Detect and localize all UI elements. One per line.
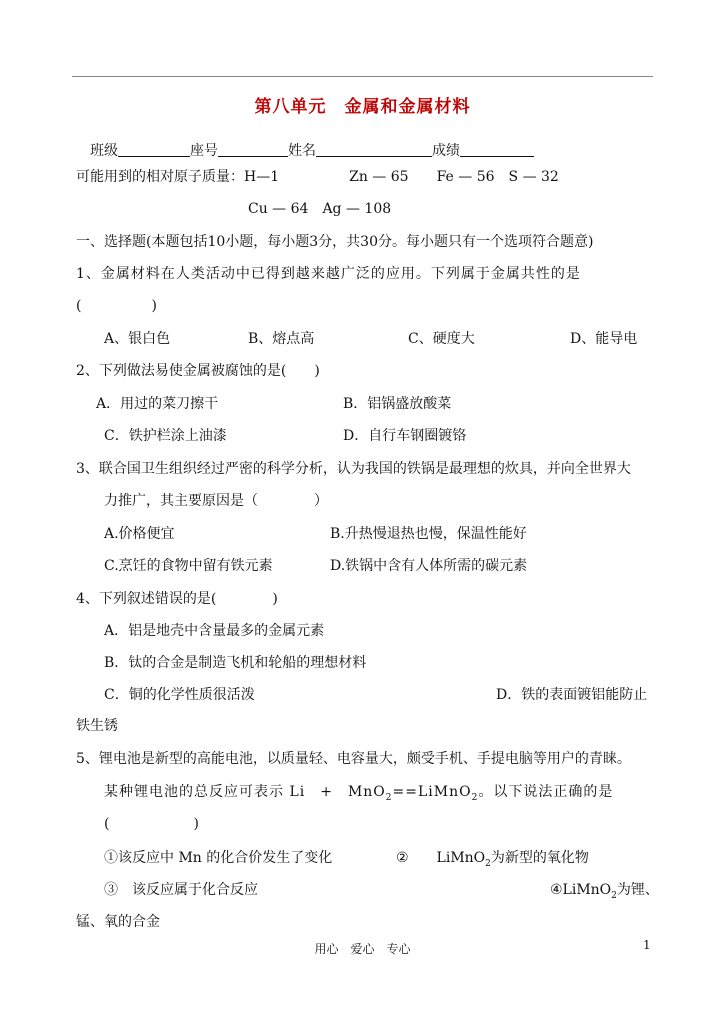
q5-option-1: ①该反应中 Mn 的化合价发生了变化 [104, 850, 333, 866]
q2-option-b: B．铝锅盛放酸菜 [343, 396, 452, 412]
q5-option-4-cont: 锰、氧的合金 [76, 914, 160, 930]
q5-subscript: 2 [611, 890, 617, 901]
q5-reaction-text: 某种锂电池的总反应可表示 Li + MnO [104, 784, 386, 800]
q3-option-d: D.铁锅中含有人体所需的碳元素 [330, 558, 528, 574]
q5-option-2-text: ② LiMnO [396, 850, 486, 866]
student-info-row [90, 141, 534, 161]
q4-option-b: B．钛的合金是制造飞机和轮船的理想材料 [104, 655, 367, 671]
q4-option-d-cont: 铁生锈 [76, 718, 118, 734]
class-field[interactable] [118, 142, 190, 157]
footer-motto: 用心 爱心 专心 [314, 942, 411, 956]
q1-stem: 1、金属材料在人类活动中已得到越来越广泛的应用。下列属于金属共性的是 [76, 266, 581, 282]
name-label: 姓名 [288, 143, 316, 159]
q3-stem-cont: 力推广，其主要原因是（ ） [104, 493, 328, 509]
q5-reaction-line [104, 782, 613, 808]
q3-option-c: C.烹饪的食物中留有铁元素 [104, 558, 273, 574]
q1-option-a: A、银白色 [104, 331, 171, 347]
q5-subscript: 2 [485, 858, 491, 869]
seat-field[interactable] [218, 142, 288, 157]
atomic-mass-line-2: Cu — 64 Ag — 108 [248, 201, 392, 217]
q5-option-4 [550, 880, 659, 906]
q1-answer-blank: ( ) [76, 298, 157, 314]
header-rule [72, 76, 653, 77]
q5-reaction-text: 。以下说法正确的是 [478, 784, 614, 800]
q5-option-2-text: 为新型的氧化物 [490, 850, 589, 866]
q5-reaction-text: ==LiMnO [392, 784, 472, 800]
class-label: 班级 [90, 143, 118, 159]
page-number: 1 [643, 938, 651, 952]
q5-option-4-text: ④LiMnO [550, 882, 612, 898]
q5-answer-blank: ( ) [104, 816, 199, 832]
q5-option-2 [396, 848, 589, 874]
q1-option-d: D、能导电 [570, 331, 638, 347]
q2-option-c: C．铁护栏涂上油漆 [104, 428, 227, 444]
q4-option-c: C．铜的化学性质很活泼 [104, 687, 255, 703]
q3-option-b: B.升热慢退热也慢，保温性能好 [330, 526, 527, 542]
q5-subscript: 2 [385, 792, 393, 803]
q1-option-c: C、硬度大 [408, 331, 475, 347]
page-title: 第八单元 金属和金属材料 [254, 97, 471, 117]
q1-option-b: B、熔点高 [248, 331, 315, 347]
q2-option-d: D．自行车钢圈镀铬 [343, 428, 467, 444]
q2-stem: 2、下列做法易使金属被腐蚀的是( ) [76, 363, 320, 379]
name-field[interactable] [316, 142, 432, 157]
seat-label: 座号 [190, 143, 218, 159]
q4-option-d: D．铁的表面镀铝能防止 [496, 687, 648, 703]
q5-subscript: 2 [471, 792, 479, 803]
q4-stem: 4、下列叙述错误的是( ) [76, 591, 278, 607]
q5-stem: 5、锂电池是新型的高能电池，以质量轻、电容量大，颇受手机、手提电脑等用户的青睐。 [76, 751, 631, 767]
score-field[interactable] [460, 142, 534, 157]
section-heading: 一、选择题(本题包括10小题，每小题3分，共30分。每小题只有一个选项符合题意) [76, 234, 594, 250]
atomic-mass-line-1: 可能用到的相对原子质量：H—1 Zn — 65 Fe — 56 S — 32 [76, 169, 559, 185]
q5-option-3: ③ 该反应属于化合反应 [104, 882, 258, 898]
q4-option-a: A．铝是地壳中含量最多的金属元素 [104, 623, 325, 639]
q2-option-a: A．用过的菜刀擦干 [96, 396, 219, 412]
q3-option-a: A.价格便宜 [104, 526, 175, 542]
q3-stem: 3、联合国卫生组织经过严密的科学分析，认为我国的铁锅是最理想的炊具，并向全世界大 [76, 461, 631, 477]
q5-option-4-text: 为锂、 [616, 882, 659, 898]
score-label: 成绩 [432, 143, 460, 159]
